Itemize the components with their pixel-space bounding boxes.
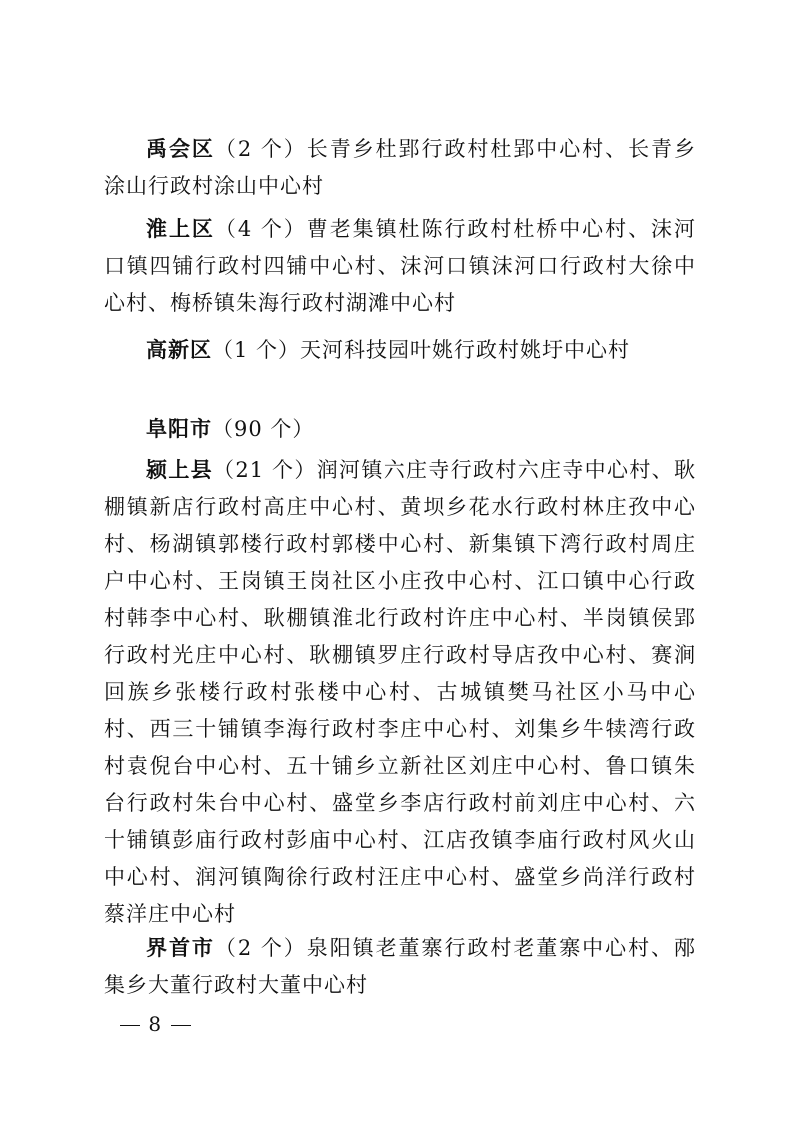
dash-left xyxy=(120,1025,140,1026)
village-list: 曹老集镇杜陈行政村杜桥中心村、沫河口镇四铺行政村四铺中心村、沫河口镇沫河口行政村大徐中心村、梅桥镇朱海行政村湖滩中心村 xyxy=(104,217,697,315)
entry-huaishang xyxy=(104,211,696,322)
region-name: 高新区 xyxy=(146,338,212,362)
entry-yuhui xyxy=(104,131,696,205)
region-name: 禹会区 xyxy=(146,137,215,161)
entry-jieshou xyxy=(104,930,696,1004)
village-list: 润河镇六庄寺行政村六庄寺中心村、耿棚镇新店行政村高庄中心村、黄坝乡花水行政村林庄孜中心村、杨湖镇郭楼行政村郭楼中心村、新集镇下湾行政村周庄户中心村、王岗镇王岗社区小庄孜中心村、江口镇中心行政村韩李中心村、耿棚镇淮北行政村许庄中心村、半岗镇侯郢行政村光庄中心村、耿棚镇罗庄行政村导店孜中心村、赛涧回族乡张楼行政村张楼中心村、古城镇樊马社区小马中心村、西三十铺镇李海行政村李庄中心村、刘集乡牛犊湾行政村袁倪台中心村、五十铺乡立新社区刘庄中心村、鲁口镇朱台行政村朱台中心村、盛堂乡李店行政村前刘庄中心村、六十铺镇彭庙行政村彭庙中心村、江店孜镇李庙行政村风火山中心村、润河镇陶徐行政村汪庄中心村、盛堂乡尚洋行政村蔡洋庄中心村 xyxy=(104,458,696,926)
village-count: （2 个） xyxy=(214,936,307,960)
city-name: 阜阳市 xyxy=(146,417,212,441)
city-heading xyxy=(146,411,314,448)
village-list: 天河科技园叶姚行政村姚圩中心村 xyxy=(300,338,631,362)
village-count: （4 个） xyxy=(214,217,307,241)
dash-right xyxy=(171,1025,191,1026)
village-count: （1 个） xyxy=(212,338,301,362)
village-count: （21 个） xyxy=(213,458,317,482)
page-number xyxy=(120,1006,191,1043)
page-number-value: 8 xyxy=(148,1012,164,1036)
village-list: 泉阳镇老董寨行政村老董寨中心村、邴集乡大董行政村大董中心村 xyxy=(104,936,697,997)
region-name: 界首市 xyxy=(146,936,215,960)
region-name: 颍上县 xyxy=(146,458,213,482)
village-list: 长青乡杜郢行政村杜郢中心村、长青乡涂山行政村涂山中心村 xyxy=(104,137,697,198)
entry-yingshang xyxy=(104,452,696,933)
region-name: 淮上区 xyxy=(146,217,215,241)
entry-gaoxin xyxy=(104,332,696,369)
city-count: （90 个） xyxy=(212,417,315,441)
village-count: （2 个） xyxy=(214,137,307,161)
